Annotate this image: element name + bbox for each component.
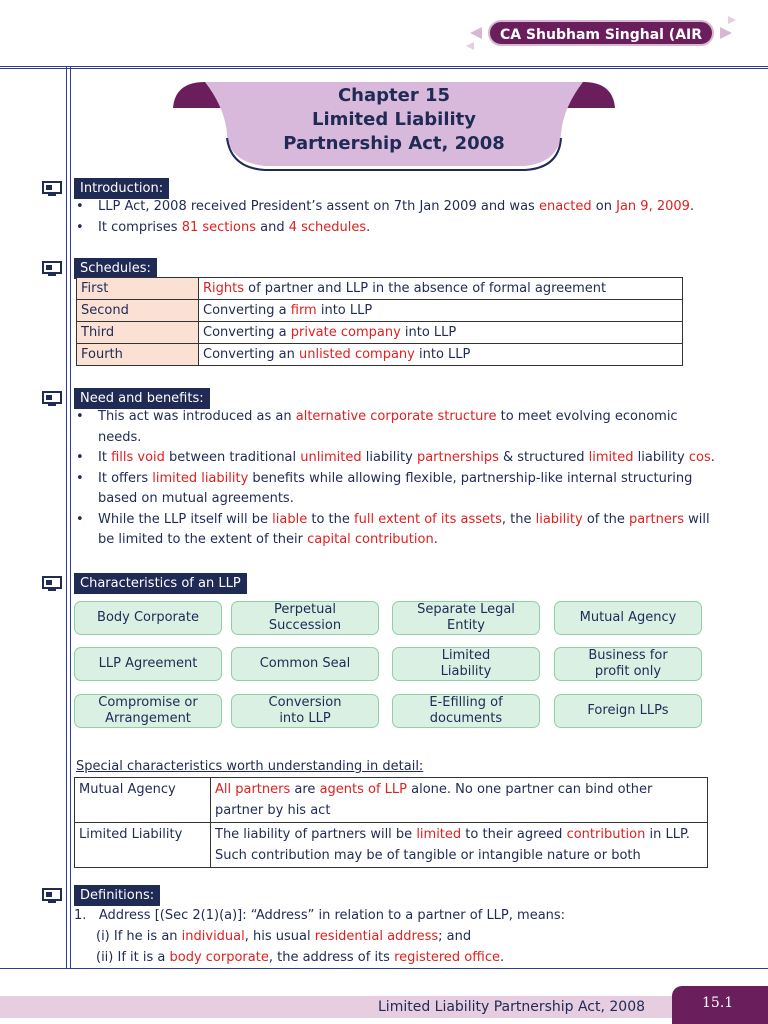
body-text: liability (361, 450, 417, 465)
definitions-heading (42, 885, 160, 906)
highlight-text: Jan 9, 2009 (616, 199, 690, 214)
chapter-name-line2: Partnership Act, 2008 (283, 133, 505, 154)
author-name: CA Shubham Singhal (AIR 4) (488, 20, 714, 46)
card-label: Conversion into LLP (268, 695, 342, 726)
characteristic-card (554, 647, 702, 681)
list-item (76, 407, 716, 448)
body-text: of partner and LLP in the absence of formal agreement (244, 281, 607, 296)
characteristic-card (231, 694, 379, 728)
body-text: into LLP (414, 347, 471, 362)
body-text: While the LLP itself will be (98, 511, 273, 527)
definition-item (74, 905, 714, 926)
body-text: , his usual (244, 929, 315, 944)
card-label: LLP Agreement (98, 656, 198, 671)
monitor-icon (42, 888, 62, 904)
schedule-desc (199, 344, 683, 366)
list-item (76, 469, 716, 510)
card-label: Perpetual Succession (268, 602, 342, 633)
chapter-title-banner (165, 78, 623, 174)
highlight-text: 81 sections (181, 219, 256, 235)
card-label: E-Efilling of documents (429, 695, 503, 726)
characteristics-grid (74, 601, 704, 731)
definitions-list (74, 905, 714, 968)
highlight-text: alternative corporate structure (295, 409, 497, 424)
card-label: Foreign LLPs (587, 703, 669, 718)
body-text: of the (582, 511, 629, 527)
introduction-label: Introduction: (74, 178, 169, 199)
need-label: Need and benefits: (74, 388, 210, 409)
need-list (76, 407, 716, 551)
table-row (77, 322, 683, 344)
footer-title: Limited Liability Partnership Act, 2008 (378, 999, 646, 1015)
body-text: . (689, 199, 695, 214)
monitor-icon (42, 391, 62, 407)
schedule-desc (199, 322, 683, 344)
special-table (74, 777, 708, 868)
badge-left-arrow-icon (466, 42, 474, 50)
body-text: ; and (438, 929, 472, 944)
body-text: into LLP (400, 325, 457, 340)
body-text: and (256, 219, 289, 235)
table-row (77, 278, 683, 300)
schedule-name: First (77, 278, 199, 300)
definitions-label: Definitions: (74, 885, 160, 906)
body-text: & structured (498, 450, 589, 465)
highlight-text: fills void (111, 450, 165, 465)
body-text: liability (633, 450, 689, 465)
definition-text (99, 908, 565, 923)
characteristic-card (554, 601, 702, 635)
highlight-text: limited (588, 450, 634, 465)
table-row (75, 823, 708, 868)
highlight-text: contribution (566, 827, 646, 842)
table-row (77, 300, 683, 322)
introduction-list (76, 197, 716, 238)
highlight-text: private company (290, 325, 401, 340)
characteristic-card (74, 694, 222, 728)
body-text: . (433, 532, 438, 547)
body-text: Address [(Sec 2(1)(a)]: “Address” in relation to a partner of LLP, means: (98, 908, 566, 923)
body-text: to the (307, 511, 355, 527)
special-desc (211, 778, 708, 823)
body-text: It offers (98, 470, 153, 486)
chapter-title (165, 84, 623, 156)
card-label: Separate Legal Entity (417, 602, 515, 633)
body-text: (i) If he is an (96, 929, 182, 944)
characteristic-card (554, 694, 702, 728)
schedule-name: Fourth (77, 344, 199, 366)
schedules-label: Schedules: (74, 258, 157, 279)
body-text: It comprises (98, 219, 182, 235)
schedule-name: Second (77, 300, 199, 322)
highlight-text: cos (688, 450, 711, 465)
body-text: . (710, 450, 715, 465)
highlight-text: liability (535, 511, 583, 527)
definition-subitem (74, 926, 714, 947)
card-label: Compromise or Arrangement (98, 695, 198, 726)
top-rule (0, 66, 768, 69)
characteristic-card (231, 601, 379, 635)
schedule-name: Third (77, 322, 199, 344)
body-text: (ii) If it is a (96, 950, 170, 965)
body-text: are (290, 782, 320, 797)
special-title: Special characteristics worth understanding in detail: (76, 759, 424, 774)
highlight-text: liable (272, 511, 308, 527)
card-label: Mutual Agency (579, 610, 677, 625)
definition-number: 1. (74, 908, 87, 923)
highlight-text: unlisted company (298, 347, 415, 362)
schedules-heading (42, 258, 157, 279)
highlight-text: partners (628, 511, 684, 527)
monitor-icon (42, 576, 62, 592)
characteristic-card (392, 647, 540, 681)
table-row (77, 344, 683, 366)
characteristics-heading (42, 573, 247, 594)
definition-subitem (74, 947, 714, 968)
body-text: Converting an (203, 347, 299, 362)
highlight-text: Rights (203, 281, 245, 296)
list-item (76, 218, 716, 239)
card-label: Body Corporate (97, 610, 199, 625)
chapter-number: Chapter 15 (337, 85, 451, 106)
body-text: into LLP (316, 303, 373, 318)
highlight-text: All partners (215, 782, 291, 797)
highlight-text: registered office (394, 950, 500, 965)
highlight-text: agents of LLP (319, 782, 408, 797)
card-label: Business for profit only (588, 648, 668, 679)
highlight-text: full extent of its assets (354, 511, 502, 527)
monitor-icon (42, 261, 62, 277)
page-number: 15.1 (672, 986, 768, 1024)
body-text: benefits while allowing flexible, partnership-like internal structuring based on mutual agreements. (98, 470, 693, 506)
margin-line (66, 66, 71, 968)
introduction-heading (42, 178, 169, 199)
highlight-text: firm (290, 303, 317, 318)
characteristic-card (392, 694, 540, 728)
special-name: Mutual Agency (75, 778, 211, 823)
characteristic-card (392, 601, 540, 635)
chapter-name-line1: Limited Liability (311, 109, 477, 130)
highlight-text: individual (181, 929, 245, 944)
body-text: , the (501, 511, 536, 527)
body-text: This act was introduced as an (98, 409, 296, 424)
body-text: between traditional (164, 450, 301, 465)
highlight-text: enacted (538, 199, 592, 214)
body-text: LLP Act, 2008 received President’s assent on 7th Jan 2009 and was (98, 199, 539, 214)
schedules-table (76, 277, 683, 366)
characteristic-card (74, 601, 222, 635)
highlight-text: limited liability (152, 470, 249, 486)
list-item (76, 448, 716, 469)
body-text: Converting a (203, 325, 291, 340)
badge-right-arrow-icon (720, 27, 732, 39)
badge-right-arrow-icon (728, 16, 736, 24)
highlight-text: residential address (314, 929, 439, 944)
highlight-text: partnerships (416, 450, 499, 465)
body-text: to their agreed (461, 827, 567, 842)
table-row (75, 778, 708, 823)
body-text: . (499, 950, 505, 965)
body-text: , the address of its (268, 950, 395, 965)
schedule-desc (199, 300, 683, 322)
card-label: Limited Liability (440, 648, 492, 679)
body-text: on (591, 199, 617, 214)
characteristic-card (74, 647, 222, 681)
list-item (76, 510, 716, 551)
highlight-text: 4 schedules (288, 219, 367, 235)
body-text: Converting a (203, 303, 291, 318)
author-badge (466, 16, 742, 69)
list-item (76, 197, 716, 218)
bottom-rule (0, 968, 768, 969)
special-desc (211, 823, 708, 868)
body-text: The liability of partners will be (215, 827, 417, 842)
highlight-text: limited (416, 827, 462, 842)
body-text: will be limited to the extent of their (98, 511, 710, 547)
body-text: . (366, 219, 371, 235)
card-label: Common Seal (259, 656, 351, 671)
body-text: alone. No one partner can bind other partner by his act (215, 782, 653, 818)
schedule-desc (199, 278, 683, 300)
monitor-icon (42, 181, 62, 197)
need-heading (42, 388, 210, 409)
body-text: to meet evolving economic needs. (98, 409, 678, 445)
highlight-text: body corporate (169, 950, 269, 965)
highlight-text: capital contribution (307, 532, 434, 547)
highlight-text: unlimited (300, 450, 362, 465)
badge-left-arrow-icon (470, 27, 482, 39)
body-text: It (98, 450, 112, 465)
body-text: in LLP. Such contribution may be of tangible or intangible nature or both (215, 827, 690, 863)
characteristics-label: Characteristics of an LLP (74, 573, 247, 594)
special-name: Limited Liability (75, 823, 211, 868)
characteristic-card (231, 647, 379, 681)
